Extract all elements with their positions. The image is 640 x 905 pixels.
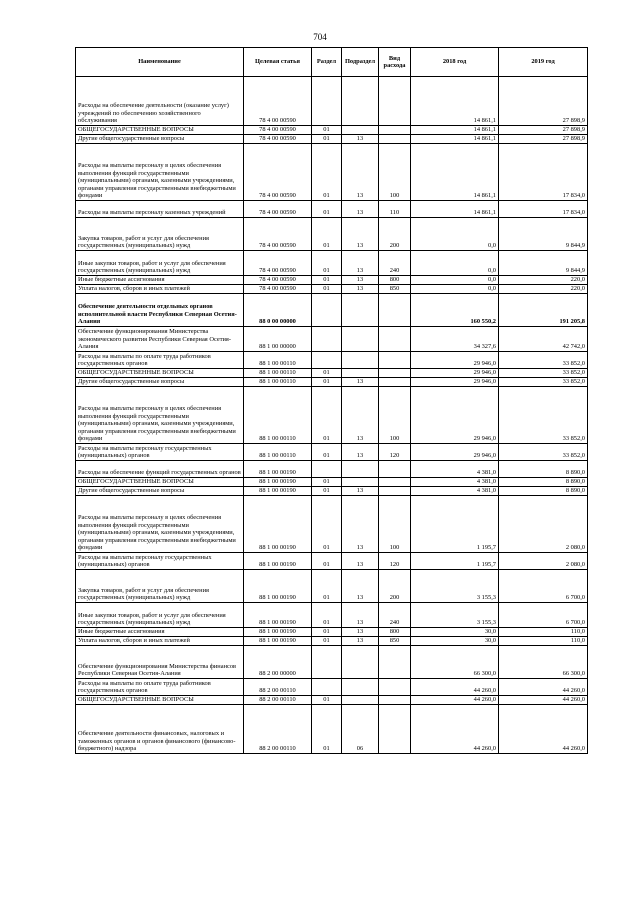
- cell-subsection: [342, 77, 379, 126]
- cell-subsection: [342, 294, 379, 327]
- cell-2019: 6 700,0: [499, 603, 588, 628]
- table-row: [76, 369, 588, 378]
- cell-target: 88 2 00 00000: [244, 646, 312, 679]
- cell-name: Обеспечение функционирования Министерства финансов Республики Северная Осетия-Алания: [76, 646, 244, 679]
- cell-2018: 44 260,0: [411, 705, 499, 754]
- cell-subsection: [342, 352, 379, 369]
- cell-subsection: 13: [342, 201, 379, 218]
- cell-section: [312, 294, 342, 327]
- cell-name: Иные бюджетные ассигнования: [76, 628, 244, 637]
- cell-name: Иные закупки товаров, работ и услуг для обеспечения государственных (муниципальных) нужд: [76, 603, 244, 628]
- cell-expense-type: [379, 461, 411, 478]
- cell-expense-type: 120: [379, 553, 411, 570]
- header-name: Наименование: [76, 48, 244, 77]
- cell-target: 88 2 00 00110: [244, 696, 312, 705]
- table-row: [76, 285, 588, 294]
- table-row: [76, 444, 588, 461]
- cell-target: 88 1 00 00110: [244, 378, 312, 387]
- cell-subsection: [342, 327, 379, 352]
- cell-section: 01: [312, 387, 342, 444]
- cell-name: Расходы на выплаты персоналу в целях обеспечения выполнения функций государственными (муниципальными) органами, казенными учреждениями, органами управления государственными внебюджетными фондами: [76, 387, 244, 444]
- table-row: [76, 126, 588, 135]
- cell-2018: 4 381,0: [411, 487, 499, 496]
- cell-name: Другие общегосударственные вопросы: [76, 135, 244, 144]
- cell-target: 88 1 00 00190: [244, 487, 312, 496]
- cell-target: 88 1 00 00110: [244, 369, 312, 378]
- table-row: [76, 553, 588, 570]
- table-row: [76, 144, 588, 201]
- table-row: [76, 570, 588, 603]
- table-row: [76, 705, 588, 754]
- cell-subsection: [342, 696, 379, 705]
- cell-name: Обеспечение деятельности отдельных органов исполнительной власти Республики Северная Осетия-Алания: [76, 294, 244, 327]
- cell-section: 01: [312, 201, 342, 218]
- cell-target: 78 4 00 00590: [244, 251, 312, 276]
- cell-section: 01: [312, 378, 342, 387]
- cell-section: 01: [312, 487, 342, 496]
- cell-target: 78 4 00 00590: [244, 77, 312, 126]
- cell-2018: 30,0: [411, 637, 499, 646]
- cell-subsection: 13: [342, 387, 379, 444]
- cell-2018: 44 260,0: [411, 679, 499, 696]
- cell-subsection: 13: [342, 603, 379, 628]
- cell-2018: 3 155,3: [411, 603, 499, 628]
- cell-expense-type: [379, 126, 411, 135]
- cell-2019: 9 844,9: [499, 218, 588, 251]
- cell-name: Расходы на обеспечение функций государственных органов: [76, 461, 244, 478]
- table-row: [76, 218, 588, 251]
- cell-2018: 29 946,0: [411, 387, 499, 444]
- cell-name: Другие общегосударственные вопросы: [76, 378, 244, 387]
- cell-target: 78 4 00 00590: [244, 218, 312, 251]
- cell-section: 01: [312, 553, 342, 570]
- cell-target: 78 4 00 00590: [244, 126, 312, 135]
- cell-section: 01: [312, 135, 342, 144]
- cell-2019: 8 890,0: [499, 478, 588, 487]
- cell-2018: 14 861,1: [411, 144, 499, 201]
- table-row: [76, 276, 588, 285]
- cell-subsection: [342, 461, 379, 478]
- cell-expense-type: 200: [379, 218, 411, 251]
- cell-target: 88 1 00 00190: [244, 628, 312, 637]
- cell-2019: 110,0: [499, 637, 588, 646]
- header-target: Целевая статья: [244, 48, 312, 77]
- cell-target: 78 4 00 00590: [244, 285, 312, 294]
- cell-name: Уплата налогов, сборов и иных платежей: [76, 637, 244, 646]
- cell-name: ОБЩЕГОСУДАРСТВЕННЫЕ ВОПРОСЫ: [76, 478, 244, 487]
- cell-2019: 8 890,0: [499, 487, 588, 496]
- cell-expense-type: [379, 294, 411, 327]
- cell-name: Расходы на выплаты по оплате труда работников государственных органов: [76, 679, 244, 696]
- cell-2019: 8 890,0: [499, 461, 588, 478]
- cell-target: 78 4 00 00590: [244, 201, 312, 218]
- cell-2018: 0,0: [411, 285, 499, 294]
- table-row: [76, 327, 588, 352]
- cell-2019: 27 898,9: [499, 126, 588, 135]
- cell-name: ОБЩЕГОСУДАРСТВЕННЫЕ ВОПРОСЫ: [76, 126, 244, 135]
- cell-expense-type: [379, 478, 411, 487]
- cell-2018: 14 861,1: [411, 77, 499, 126]
- cell-subsection: 13: [342, 496, 379, 553]
- cell-target: 88 1 00 00190: [244, 603, 312, 628]
- table-header-row: [76, 48, 588, 77]
- cell-section: 01: [312, 144, 342, 201]
- cell-expense-type: 110: [379, 201, 411, 218]
- cell-2019: 33 852,0: [499, 378, 588, 387]
- cell-name: Расходы на выплаты персоналу в целях обеспечения выполнения функций государственными (муниципальными) органами, казенными учреждениями, органами управления государственными внебюджетными фондами: [76, 144, 244, 201]
- cell-expense-type: [379, 705, 411, 754]
- cell-2019: 17 834,0: [499, 144, 588, 201]
- cell-section: 01: [312, 276, 342, 285]
- cell-section: [312, 352, 342, 369]
- table-row: [76, 294, 588, 327]
- cell-2018: 14 861,1: [411, 126, 499, 135]
- cell-target: 88 1 00 00190: [244, 461, 312, 478]
- cell-name: ОБЩЕГОСУДАРСТВЕННЫЕ ВОПРОСЫ: [76, 369, 244, 378]
- cell-subsection: [342, 646, 379, 679]
- cell-name: Иные бюджетные ассигнования: [76, 276, 244, 285]
- cell-expense-type: [379, 646, 411, 679]
- table-row: [76, 251, 588, 276]
- cell-2018: 29 946,0: [411, 369, 499, 378]
- cell-2019: 6 700,0: [499, 570, 588, 603]
- cell-section: 01: [312, 444, 342, 461]
- cell-target: 88 2 00 00110: [244, 679, 312, 696]
- cell-target: 88 1 00 00190: [244, 496, 312, 553]
- table-row: [76, 77, 588, 126]
- cell-2018: 30,0: [411, 628, 499, 637]
- cell-2018: 0,0: [411, 218, 499, 251]
- cell-subsection: 13: [342, 487, 379, 496]
- table-row: [76, 646, 588, 679]
- header-2018: 2018 год: [411, 48, 499, 77]
- cell-2019: 33 852,0: [499, 387, 588, 444]
- cell-section: 01: [312, 126, 342, 135]
- page-number: 704: [313, 32, 327, 42]
- cell-2019: 2 080,0: [499, 553, 588, 570]
- cell-target: 78 4 00 00590: [244, 135, 312, 144]
- cell-2018: 34 327,6: [411, 327, 499, 352]
- table-row: [76, 637, 588, 646]
- cell-section: [312, 679, 342, 696]
- cell-subsection: [342, 679, 379, 696]
- header-expense-type: Вид расхода: [379, 48, 411, 77]
- cell-2018: 29 946,0: [411, 444, 499, 461]
- cell-2018: 4 381,0: [411, 478, 499, 487]
- cell-expense-type: [379, 487, 411, 496]
- cell-2019: 42 742,0: [499, 327, 588, 352]
- cell-2018: 4 381,0: [411, 461, 499, 478]
- table-row: [76, 496, 588, 553]
- cell-2019: 44 260,0: [499, 705, 588, 754]
- cell-section: 01: [312, 628, 342, 637]
- cell-section: 01: [312, 637, 342, 646]
- cell-2018: 0,0: [411, 251, 499, 276]
- cell-2019: 27 898,9: [499, 135, 588, 144]
- table-row: [76, 201, 588, 218]
- header-section: Раздел: [312, 48, 342, 77]
- cell-subsection: 13: [342, 144, 379, 201]
- cell-subsection: 13: [342, 251, 379, 276]
- cell-target: 78 4 00 00590: [244, 276, 312, 285]
- table-row: [76, 135, 588, 144]
- cell-2019: 110,0: [499, 628, 588, 637]
- cell-expense-type: [379, 378, 411, 387]
- table-row: [76, 603, 588, 628]
- cell-subsection: [342, 478, 379, 487]
- cell-2018: 3 155,3: [411, 570, 499, 603]
- cell-subsection: 13: [342, 218, 379, 251]
- cell-subsection: 13: [342, 378, 379, 387]
- cell-section: 01: [312, 603, 342, 628]
- cell-name: Расходы на выплаты персоналу государственных (муниципальных) органов: [76, 444, 244, 461]
- cell-name: ОБЩЕГОСУДАРСТВЕННЫЕ ВОПРОСЫ: [76, 696, 244, 705]
- cell-2019: 9 844,9: [499, 251, 588, 276]
- table-row: [76, 487, 588, 496]
- cell-section: 01: [312, 478, 342, 487]
- cell-name: Другие общегосударственные вопросы: [76, 487, 244, 496]
- table-row: [76, 679, 588, 696]
- cell-target: 88 0 00 00000: [244, 294, 312, 327]
- budget-table: [75, 47, 588, 754]
- cell-target: 88 1 00 00190: [244, 553, 312, 570]
- table-body: [76, 77, 588, 754]
- cell-2019: 33 852,0: [499, 352, 588, 369]
- cell-section: 01: [312, 285, 342, 294]
- cell-expense-type: 850: [379, 637, 411, 646]
- cell-name: Расходы на выплаты персоналу государственных (муниципальных) органов: [76, 553, 244, 570]
- cell-subsection: 13: [342, 637, 379, 646]
- cell-name: Расходы на обеспечение деятельности (оказание услуг) учреждений по обеспечению хозяйственного обслуживания: [76, 77, 244, 126]
- cell-expense-type: [379, 352, 411, 369]
- cell-2019: 17 834,0: [499, 201, 588, 218]
- cell-subsection: 13: [342, 285, 379, 294]
- cell-expense-type: 100: [379, 387, 411, 444]
- cell-target: 88 2 00 00110: [244, 705, 312, 754]
- cell-2018: 29 946,0: [411, 378, 499, 387]
- cell-expense-type: 240: [379, 251, 411, 276]
- cell-name: Уплата налогов, сборов и иных платежей: [76, 285, 244, 294]
- cell-expense-type: [379, 696, 411, 705]
- cell-2018: 29 946,0: [411, 352, 499, 369]
- cell-2018: 14 861,1: [411, 135, 499, 144]
- cell-expense-type: 100: [379, 496, 411, 553]
- cell-section: [312, 77, 342, 126]
- cell-2018: 14 861,1: [411, 201, 499, 218]
- cell-section: 01: [312, 369, 342, 378]
- cell-2018: 1 195,7: [411, 496, 499, 553]
- cell-name: Расходы на выплаты по оплате труда работников государственных органов: [76, 352, 244, 369]
- cell-2019: 44 260,0: [499, 679, 588, 696]
- cell-subsection: [342, 126, 379, 135]
- cell-2019: 220,0: [499, 276, 588, 285]
- cell-target: 88 1 00 00000: [244, 327, 312, 352]
- cell-2018: 0,0: [411, 276, 499, 285]
- table-row: [76, 628, 588, 637]
- cell-target: 88 1 00 00190: [244, 478, 312, 487]
- header-subsection: Подраздел: [342, 48, 379, 77]
- cell-name: Закупка товаров, работ и услуг для обеспечения государственных (муниципальных) нужд: [76, 570, 244, 603]
- cell-expense-type: 240: [379, 603, 411, 628]
- table-row: [76, 352, 588, 369]
- cell-section: [312, 327, 342, 352]
- cell-2019: 44 260,0: [499, 696, 588, 705]
- cell-2019: 66 300,0: [499, 646, 588, 679]
- cell-target: 88 1 00 00190: [244, 637, 312, 646]
- header-2019: 2019 год: [499, 48, 588, 77]
- cell-2019: 33 852,0: [499, 444, 588, 461]
- cell-expense-type: 800: [379, 628, 411, 637]
- cell-2018: 66 300,0: [411, 646, 499, 679]
- cell-name: Обеспечение деятельности финансовых, налоговых и таможенных органов и органов финансового (финансово-бюджетного) надзора: [76, 705, 244, 754]
- table-row: [76, 387, 588, 444]
- cell-section: 01: [312, 705, 342, 754]
- cell-2019: 27 898,9: [499, 77, 588, 126]
- cell-name: Расходы на выплаты персоналу казенных учреждений: [76, 201, 244, 218]
- cell-2018: 160 550,2: [411, 294, 499, 327]
- cell-subsection: 13: [342, 135, 379, 144]
- cell-2019: 191 205,8: [499, 294, 588, 327]
- cell-section: 01: [312, 496, 342, 553]
- cell-target: 78 4 00 00590: [244, 144, 312, 201]
- cell-subsection: 13: [342, 444, 379, 461]
- cell-expense-type: [379, 77, 411, 126]
- cell-name: Закупка товаров, работ и услуг для обеспечения государственных (муниципальных) нужд: [76, 218, 244, 251]
- cell-expense-type: 200: [379, 570, 411, 603]
- cell-target: 88 1 00 00110: [244, 444, 312, 461]
- cell-2019: 220,0: [499, 285, 588, 294]
- cell-section: [312, 461, 342, 478]
- cell-section: 01: [312, 251, 342, 276]
- cell-expense-type: 120: [379, 444, 411, 461]
- cell-2019: 2 080,0: [499, 496, 588, 553]
- cell-subsection: 13: [342, 276, 379, 285]
- cell-target: 88 1 00 00190: [244, 570, 312, 603]
- table-row: [76, 478, 588, 487]
- cell-name: Иные закупки товаров, работ и услуг для обеспечения государственных (муниципальных) нужд: [76, 251, 244, 276]
- cell-name: Обеспечение функционирования Министерства экономического развития Республики Северная Осетия-Алания: [76, 327, 244, 352]
- cell-section: 01: [312, 570, 342, 603]
- table-row: [76, 461, 588, 478]
- cell-expense-type: [379, 327, 411, 352]
- cell-subsection: 13: [342, 570, 379, 603]
- cell-subsection: 13: [342, 553, 379, 570]
- cell-expense-type: [379, 135, 411, 144]
- cell-expense-type: [379, 369, 411, 378]
- cell-section: [312, 646, 342, 679]
- cell-subsection: 06: [342, 705, 379, 754]
- cell-expense-type: [379, 679, 411, 696]
- cell-section: 01: [312, 696, 342, 705]
- cell-section: 01: [312, 218, 342, 251]
- cell-target: 88 1 00 00110: [244, 352, 312, 369]
- cell-subsection: [342, 369, 379, 378]
- table-row: [76, 378, 588, 387]
- cell-subsection: 13: [342, 628, 379, 637]
- cell-target: 88 1 00 00110: [244, 387, 312, 444]
- cell-name: Расходы на выплаты персоналу в целях обеспечения выполнения функций государственными (муниципальными) органами, казенными учреждениями, органами управления государственными внебюджетными фондами: [76, 496, 244, 553]
- cell-2018: 1 195,7: [411, 553, 499, 570]
- cell-expense-type: 850: [379, 285, 411, 294]
- cell-expense-type: 800: [379, 276, 411, 285]
- table-row: [76, 696, 588, 705]
- cell-2019: 33 852,0: [499, 369, 588, 378]
- cell-expense-type: 100: [379, 144, 411, 201]
- cell-2018: 44 260,0: [411, 696, 499, 705]
